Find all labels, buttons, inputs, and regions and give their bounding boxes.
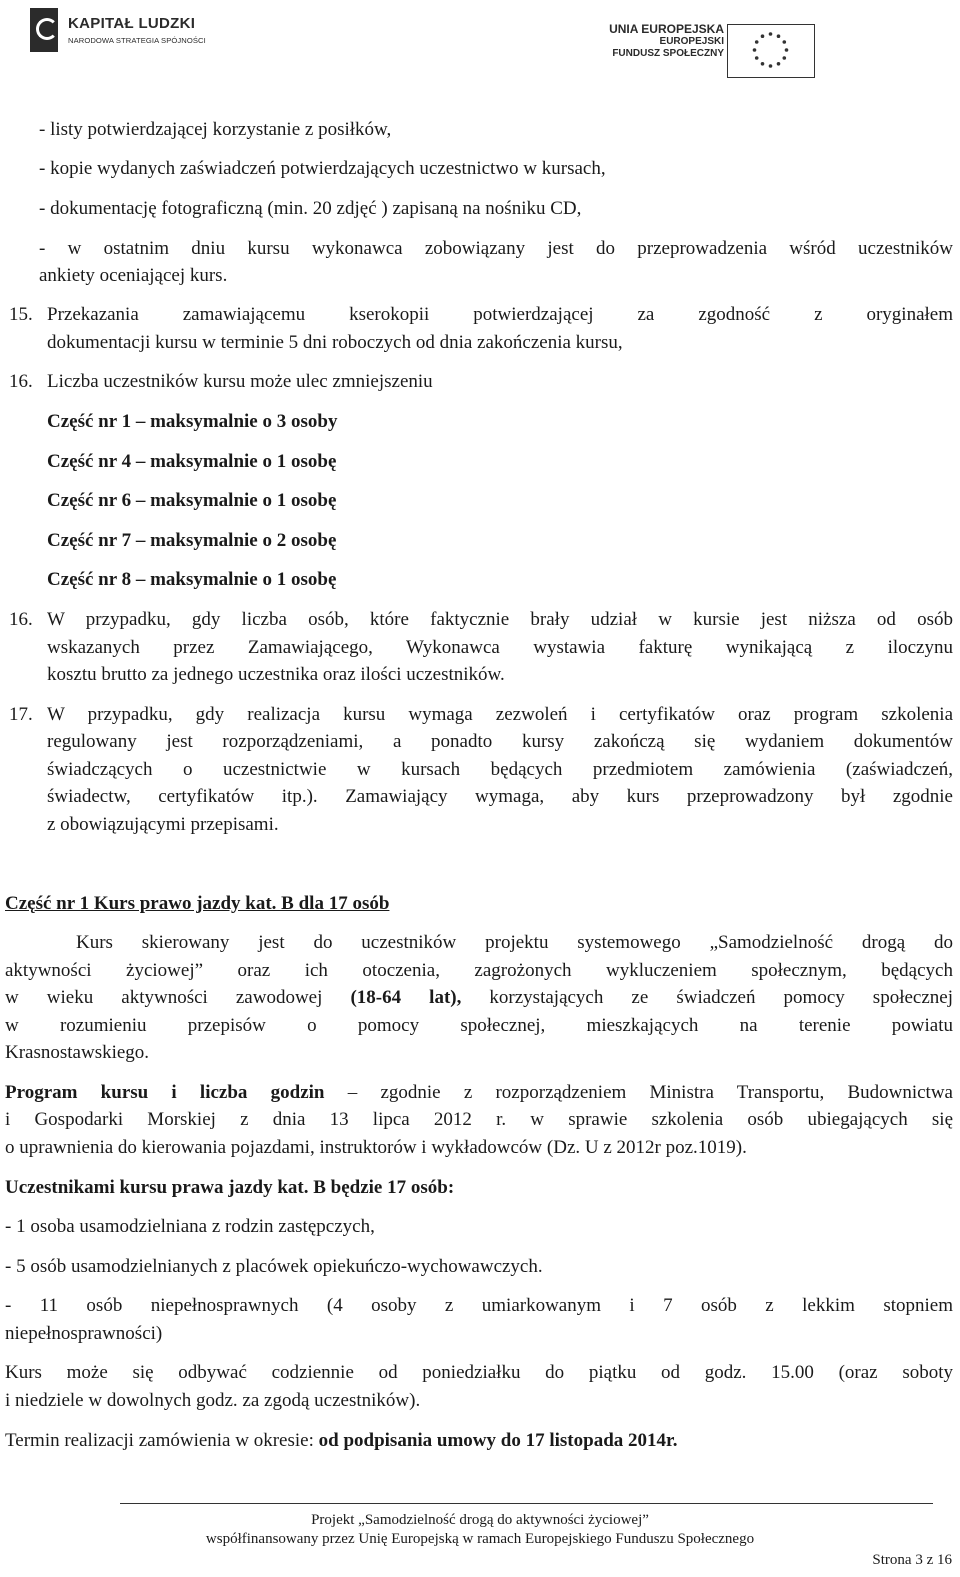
schedule-line: Kurs może się odbywać codziennie od poniedziałku do piątku od godz. 15.00 (oraz soboty — [5, 1362, 953, 1383]
kapital-ludzki-emblem-icon — [30, 8, 58, 52]
page-number: Strona 3 z 16 — [872, 1552, 952, 1568]
part-limit-item: Część nr 8 – maksymalnie o 1 osobę — [47, 569, 337, 590]
list-item: - 5 osób usamodzielnianych z placówek opiekuńczo-wychowawczych. — [5, 1256, 543, 1277]
program-line: o uprawnienia do kierowania pojazdami, instruktorów i wykładowców (Dz. U z 2012r poz.1019). — [5, 1137, 747, 1158]
deadline-line — [5, 1430, 677, 1452]
course-description-line: Kurs skierowany jest do uczestników projektu systemowego „Samodzielność drogą do — [76, 932, 953, 953]
kapital-ludzki-subtitle: NARODOWA STRATEGIA SPÓJNOŚCI — [68, 36, 206, 45]
deadline-label: Termin realizacji zamówienia w okresie: — [5, 1430, 319, 1451]
course-description-line — [5, 987, 953, 1009]
footer-divider — [120, 1503, 933, 1504]
deadline-value: od podpisania umowy do 17 listopada 2014r. — [318, 1430, 678, 1451]
eu-logo-line1: UNIA EUROPEJSKA — [609, 22, 724, 36]
part-limit-item: Część nr 7 – maksymalnie o 2 osobę — [47, 530, 337, 551]
footer-cofinancing: współfinansowany przez Unię Europejską w ramach Europejskiego Funduszu Społecznego — [205, 1531, 755, 1547]
program-label: Program kursu i liczba godzin — [5, 1082, 325, 1103]
kapital-ludzki-title: KAPITAŁ LUDZKI — [68, 15, 196, 32]
list-item-continuation: ankiety oceniającej kurs. — [39, 265, 228, 286]
paragraph-17-line: W przypadku, gdy realizacja kursu wymaga zezwoleń i certyfikatów oraz program szkolenia — [47, 704, 953, 725]
footer-project-name: Projekt „Samodzielność drogą do aktywności życiowej” — [311, 1512, 649, 1528]
paragraph-15-line: dokumentacji kursu w terminie 5 dni roboczych od dnia zakończenia kursu, — [47, 332, 623, 353]
eu-flag-icon — [727, 24, 815, 78]
list-item: - 1 osoba usamodzielniana z rodzin zastępczych, — [5, 1216, 375, 1237]
item-number: 16. — [9, 371, 33, 392]
part-limit-item: Część nr 6 – maksymalnie o 1 osobę — [47, 490, 337, 511]
program-line: i Gospodarki Morskiej z dnia 13 lipca 2012 r. w sprawie szkolenia osób ubiegających się — [5, 1109, 953, 1130]
part-limit-item: Część nr 1 – maksymalnie o 3 osoby — [47, 411, 338, 432]
kapital-ludzki-logo — [30, 8, 206, 68]
participants-heading: Uczestnikami kursu prawa jazdy kat. B będzie 17 osób: — [5, 1177, 455, 1198]
eu-logo-text — [592, 22, 724, 60]
list-item: - kopie wydanych zaświadczeń potwierdzających uczestnictwo w kursach, — [39, 158, 606, 179]
list-item: - w ostatnim dniu kursu wykonawca zobowiązany jest do przeprowadzenia wśród uczestników — [39, 238, 953, 259]
eu-logo-line3: FUNDUSZ SPOŁECZNY — [612, 48, 724, 59]
schedule-line: i niedziele w dowolnych godz. za zgodą uczestników). — [5, 1390, 421, 1411]
program-line — [5, 1082, 953, 1104]
section-heading: Część nr 1 Kurs prawo jazdy kat. B dla 17 osób — [5, 893, 390, 914]
paragraph-17-line: świadczących o uczestnictwie w kursach będących przedmiotem zamówienia (zaświadczeń, — [47, 759, 953, 780]
item-number: 17. — [9, 704, 33, 725]
course-description-line: aktywności życiowej” oraz ich otoczenia, zagrożonych wykluczeniem społecznym, będących — [5, 960, 953, 981]
list-item-continuation: niepełnosprawności) — [5, 1323, 163, 1344]
paragraph-17-line: świadectw, certyfikatów itp.). Zamawiający wymaga, aby kurs przeprowadzony był zgodnie — [47, 786, 953, 807]
eu-logo-line2: EUROPEJSKI — [659, 36, 724, 47]
paragraph-16b-line: kosztu brutto za jednego uczestnika oraz ilości uczestników. — [47, 664, 505, 685]
paragraph-16b-line: wskazanych przez Zamawiającego, Wykonawca wystawia fakturę wynikającą z iloczynu — [47, 637, 953, 658]
item-number: 15. — [9, 304, 33, 325]
list-item: - 11 osób niepełnosprawnych (4 osoby z umiarkowanym i 7 osób z lekkim stopniem — [5, 1295, 953, 1316]
program-text: – zgodnie z rozporządzeniem Ministra Transportu, Budownictwa — [324, 1082, 953, 1103]
paragraph-17-line: regulowany jest rozporządzeniami, a ponadto kursy zakończą się wydaniem dokumentów — [47, 731, 953, 752]
age-range-suffix: korzystających ze świadczeń pomocy społecznej — [461, 987, 953, 1008]
part-limit-item: Część nr 4 – maksymalnie o 1 osobę — [47, 451, 337, 472]
age-range-prefix: w wieku aktywności zawodowej — [5, 987, 351, 1008]
paragraph-16b-line: W przypadku, gdy liczba osób, które faktycznie brały udział w kursie jest niższa od osób — [47, 609, 953, 630]
paragraph-17-line: z obowiązującymi przepisami. — [47, 814, 279, 835]
age-range: (18-64 lat), — [350, 987, 462, 1008]
item-number: 16. — [9, 609, 33, 630]
list-item: - dokumentację fotograficzną (min. 20 zdjęć ) zapisaną na nośniku CD, — [39, 198, 582, 219]
paragraph-15-line: Przekazania zamawiającemu kserokopii potwierdzającej za zgodność z oryginałem — [47, 304, 953, 325]
course-description-line: w rozumieniu przepisów o pomocy społecznej, mieszkających na terenie powiatu — [5, 1015, 953, 1036]
list-item: - listy potwierdzającej korzystanie z posiłków, — [39, 119, 392, 140]
course-description-line: Krasnostawskiego. — [5, 1042, 150, 1063]
paragraph-16: Liczba uczestników kursu może ulec zmniejszeniu — [47, 371, 433, 392]
